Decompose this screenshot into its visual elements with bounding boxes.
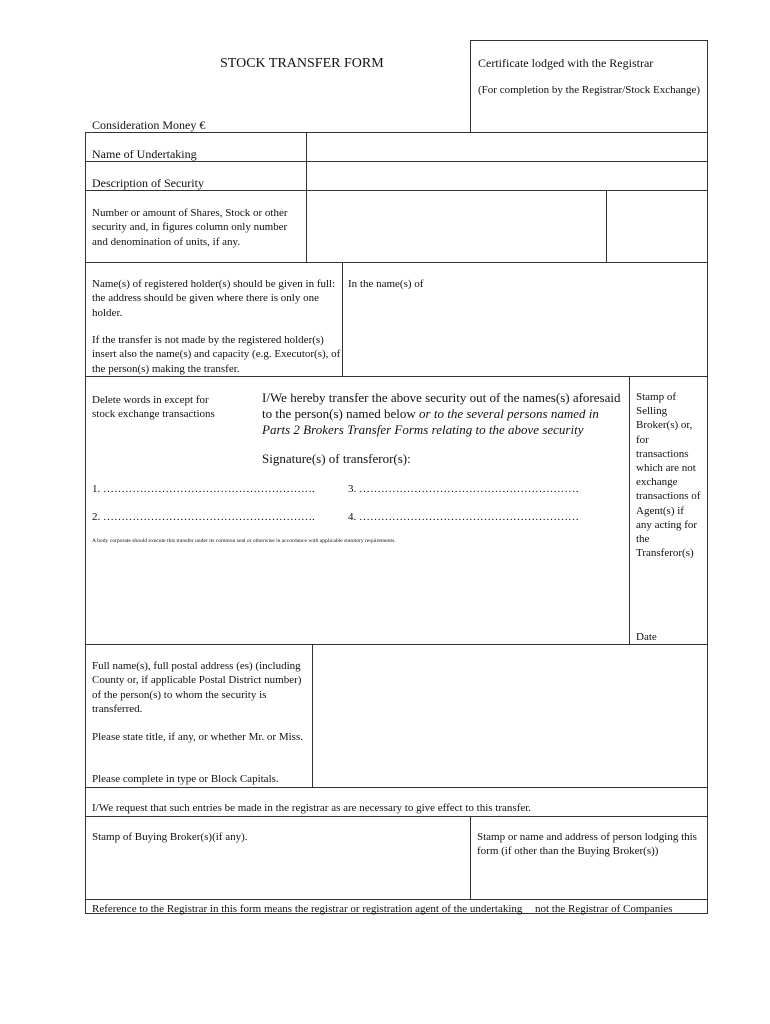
stamp-lodging-person-label: Stamp or name and address of person lodging this form (if other than the Buying Broker(s)) bbox=[477, 831, 697, 858]
signatures-heading: Signature(s) of transferor(s): bbox=[262, 451, 411, 466]
rule-row-footer bbox=[85, 899, 708, 900]
transfer-declaration-text: I/We hereby transfer the above security out of the names(s) aforesaid to the person(s) named below bbox=[262, 390, 621, 421]
date-field[interactable] bbox=[662, 628, 706, 643]
transferee-title-label: Please state title, if any, or whether Mr. or Miss. bbox=[92, 731, 303, 743]
shares-amount-label: Number or amount of Shares, Stock or other security and, in figures column only number and denomination of units, if any. bbox=[92, 207, 288, 248]
registrar-reference-note-right: not the Registrar of Companies bbox=[535, 903, 673, 915]
date-label: Date bbox=[636, 631, 657, 643]
registrar-certificate-field[interactable] bbox=[471, 100, 707, 131]
transferee-block-capitals-label: Please complete in type or Block Capitals. bbox=[92, 773, 279, 785]
transfer-declaration bbox=[262, 390, 630, 438]
body-corporate-note: A body corporate should execute this transfer under its common seal or otherwise in accordance with applicable statutory requirements. bbox=[92, 538, 396, 544]
rule-right-border bbox=[707, 40, 708, 914]
registrar-completion-note: (For completion by the Registrar/Stock Exchange) bbox=[478, 84, 701, 96]
registered-holders-label: Name(s) of registered holder(s) should be given in full: the address should be given where there is only one holder. bbox=[92, 278, 336, 319]
registry-request-statement: I/We request that such entries be made in the registrar as are necessary to give effect to this transfer. bbox=[92, 802, 532, 814]
consideration-money-field[interactable] bbox=[210, 114, 468, 131]
registered-holders-field[interactable] bbox=[343, 292, 707, 376]
stamp-selling-broker-field[interactable] bbox=[630, 560, 707, 624]
stamp-buying-broker-label: Stamp of Buying Broker(s)(if any). bbox=[92, 831, 248, 843]
signature-line-4[interactable]: 4. …………………………………………………… bbox=[348, 511, 579, 523]
form-title: STOCK TRANSFER FORM bbox=[220, 56, 384, 71]
transferee-details-field[interactable] bbox=[313, 645, 707, 787]
delete-words-note: Delete words in except for stock exchange transactions bbox=[92, 394, 215, 421]
description-of-security-field[interactable] bbox=[307, 162, 707, 190]
signature-line-1[interactable]: 1. …………………………………………………. bbox=[92, 483, 315, 495]
name-of-undertaking-field[interactable] bbox=[307, 133, 707, 161]
stamp-buying-broker-field[interactable] bbox=[86, 846, 469, 898]
signature-line-3[interactable]: 3. …………………………………………………… bbox=[348, 483, 579, 495]
rule-row-stamps bbox=[85, 816, 708, 817]
name-of-undertaking-label: Name of Undertaking bbox=[92, 147, 197, 161]
stamp-selling-broker-label: Stamp of Selling Broker(s) or, for transactions which are not exchange transactions of Agent(s) if any acting for the Transferor(s) bbox=[636, 391, 701, 560]
shares-figures-field[interactable] bbox=[607, 191, 707, 262]
in-the-names-of-label: In the name(s) of bbox=[348, 278, 424, 290]
rule-top-registrar bbox=[470, 40, 708, 41]
stamp-lodging-person-field[interactable] bbox=[471, 862, 707, 898]
rule-row-request bbox=[85, 787, 708, 788]
signature-line-2[interactable]: 2. …………………………………………………. bbox=[92, 511, 315, 523]
transfer-capacity-label: If the transfer is not made by the registered holder(s) insert also the name(s) and capacity (e.g. Executor(s), of the person(s) making the transfer. bbox=[92, 334, 341, 375]
transfer-declaration-italic: or to the several persons named in Parts 2 Brokers Transfer Forms relating to the above security bbox=[262, 406, 599, 437]
description-of-security-label: Description of Security bbox=[92, 176, 204, 190]
rule-row-transfer bbox=[85, 376, 708, 377]
transferee-address-label: Full name(s), full postal address (es) (including County or, if applicable Postal District number) of the person(s) to whom the security is transferred. bbox=[92, 660, 302, 715]
consideration-money-label: Consideration Money € bbox=[92, 118, 206, 132]
registrar-certificate-heading: Certificate lodged with the Registrar bbox=[478, 56, 654, 70]
shares-words-field[interactable] bbox=[307, 191, 605, 262]
registrar-reference-note: Reference to the Registrar in this form means the registrar or registration agent of the undertaking bbox=[92, 903, 523, 915]
rule-left-border bbox=[85, 132, 86, 914]
rule-row-holders bbox=[85, 262, 708, 263]
